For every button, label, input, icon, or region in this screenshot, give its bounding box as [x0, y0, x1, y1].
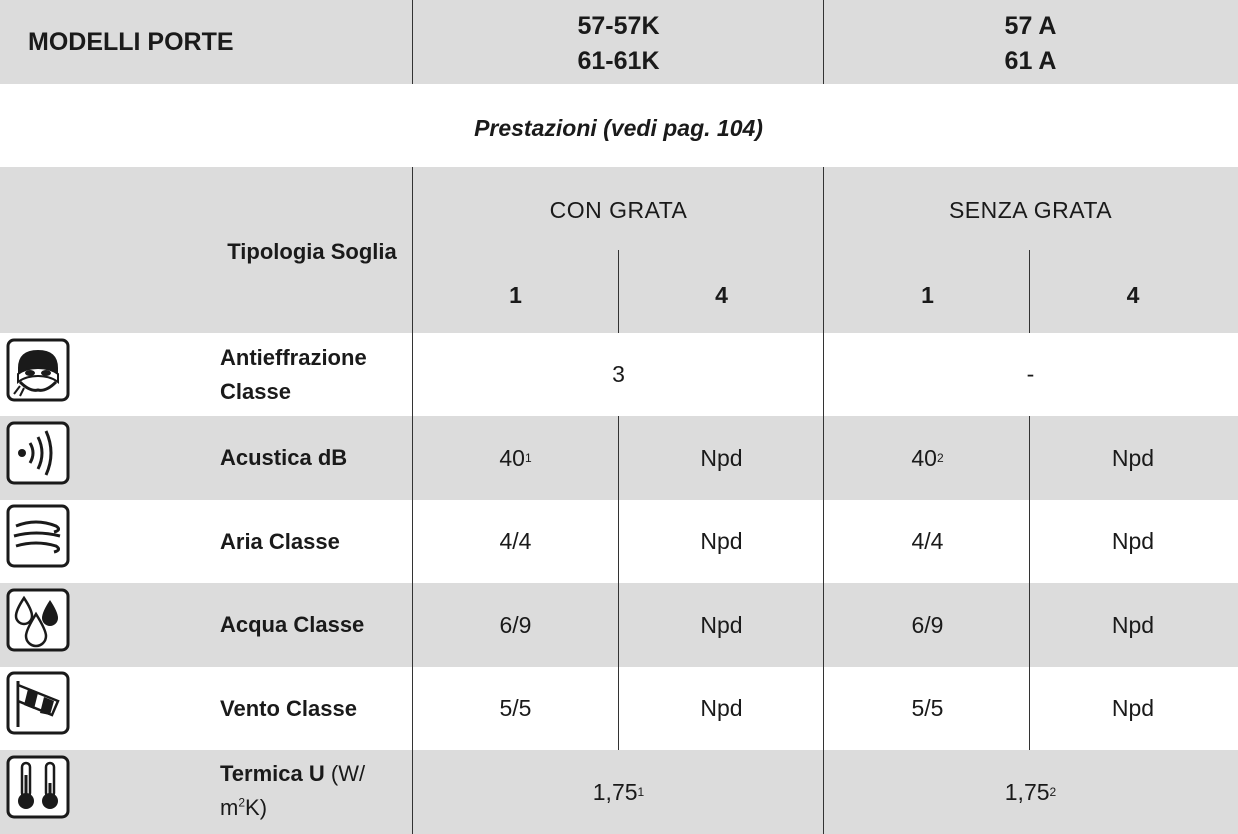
cell-antieffrazione-con	[413, 333, 824, 416]
row-label-termica	[220, 757, 410, 825]
cell-aria-c2	[619, 500, 824, 583]
row-label-acustica	[220, 416, 347, 500]
header-model-col2	[825, 6, 1236, 82]
value: 5/5	[499, 695, 532, 721]
value: Npd	[1111, 528, 1155, 554]
model-col1-line1: 57-57K	[577, 12, 660, 40]
burglar-mask-icon	[6, 338, 70, 402]
subcol-header	[825, 275, 1030, 315]
label: Termica U	[220, 761, 325, 786]
cell-vento-c1	[413, 667, 618, 750]
cell-vento-c4	[1030, 667, 1236, 750]
cell-antieffrazione-senza	[825, 333, 1236, 416]
header-divider-1	[412, 0, 413, 84]
windsock-icon	[6, 671, 70, 735]
model-col2-line1: 57 A	[1004, 12, 1057, 40]
subtitle	[413, 110, 824, 146]
model-col1-line2: 61-61K	[577, 47, 660, 75]
unit: (W/	[330, 761, 366, 786]
value: 5/5	[911, 695, 944, 721]
cell-vento-c2	[619, 667, 824, 750]
group-senza-grata-text: SENZA GRATA	[948, 196, 1113, 223]
label-line2: Classe	[220, 379, 291, 404]
value: -	[1026, 361, 1035, 387]
cell-termica-senza: 1,75 2	[1004, 778, 1057, 805]
header-title	[28, 0, 234, 84]
header-divider-2	[823, 0, 824, 84]
cell-aria-c3	[825, 500, 1030, 583]
value: Npd	[1111, 444, 1155, 471]
label: Vento Classe	[220, 695, 357, 721]
row-label-vento	[220, 667, 357, 750]
row-label-acqua	[220, 583, 364, 667]
value: 40	[499, 444, 525, 471]
cell-vento-c3	[825, 667, 1030, 750]
unit-exponent: 2	[238, 795, 246, 810]
subcol-header	[413, 275, 618, 315]
row-label-antieffrazione	[220, 341, 410, 409]
value: 6/9	[499, 611, 532, 638]
value: Npd	[700, 611, 743, 638]
unit: m	[220, 795, 239, 820]
group-senza-grata	[825, 190, 1236, 230]
cell-aria-c4	[1030, 500, 1236, 583]
cell-acustica-c2	[619, 416, 824, 500]
cell-termica-con: 1,75 1	[592, 778, 645, 805]
row-label-aria	[220, 500, 340, 583]
value: 4/4	[911, 528, 944, 554]
group-con-grata	[413, 190, 824, 230]
label: Acqua Classe	[220, 612, 365, 637]
row-header-label	[212, 232, 412, 272]
model-col2-line2: 61 A	[1004, 47, 1057, 75]
table-divider-sub-2a	[1029, 250, 1030, 333]
group-con-grata-text: CON GRATA	[549, 196, 688, 223]
value: 6/9	[911, 611, 944, 638]
cell-acustica-c3: 40 2	[911, 444, 944, 471]
water-drops-icon	[6, 588, 70, 652]
cell-acqua-c1	[413, 583, 618, 667]
value: Npd	[700, 695, 743, 721]
header-title-text: MODELLI PORTE	[28, 27, 234, 56]
row-header-label-text: Tipologia Soglia	[227, 239, 397, 264]
cell-acqua-c2	[619, 583, 824, 667]
header-model-col1	[413, 6, 824, 82]
subcol-4-senza: 4	[1126, 281, 1140, 308]
label: Acustica dB	[220, 445, 348, 470]
subcol-1-senza: 1	[921, 281, 934, 308]
label: Aria Classe	[220, 528, 340, 554]
air-flow-icon	[6, 504, 70, 568]
unit: K)	[245, 795, 268, 820]
value: 1,75	[1004, 778, 1050, 805]
subcol-4-con: 4	[715, 281, 728, 308]
value: Npd	[700, 528, 743, 554]
value: Npd	[1111, 611, 1155, 638]
cell-aria-c1	[413, 500, 618, 583]
label-line1: Antieffrazione	[220, 345, 367, 370]
table-divider-sub-1a	[618, 250, 619, 333]
subcol-header	[619, 275, 824, 315]
value: 4/4	[499, 528, 532, 554]
value: 1,75	[592, 778, 638, 805]
cell-acustica-c1: 40 1	[499, 444, 532, 471]
subcol-header	[1030, 275, 1236, 315]
sound-waves-icon	[6, 421, 70, 485]
value: Npd	[700, 444, 743, 471]
subtitle-text: Prestazioni (vedi pag. 104)	[474, 114, 763, 141]
value: Npd	[1111, 695, 1155, 721]
cell-acqua-c3	[825, 583, 1030, 667]
cell-acustica-c4	[1030, 416, 1236, 500]
subcol-1-con: 1	[509, 281, 522, 308]
value: 40	[911, 444, 937, 471]
cell-acqua-c4	[1030, 583, 1236, 667]
thermometers-icon	[6, 755, 70, 819]
value: 3	[612, 361, 625, 387]
